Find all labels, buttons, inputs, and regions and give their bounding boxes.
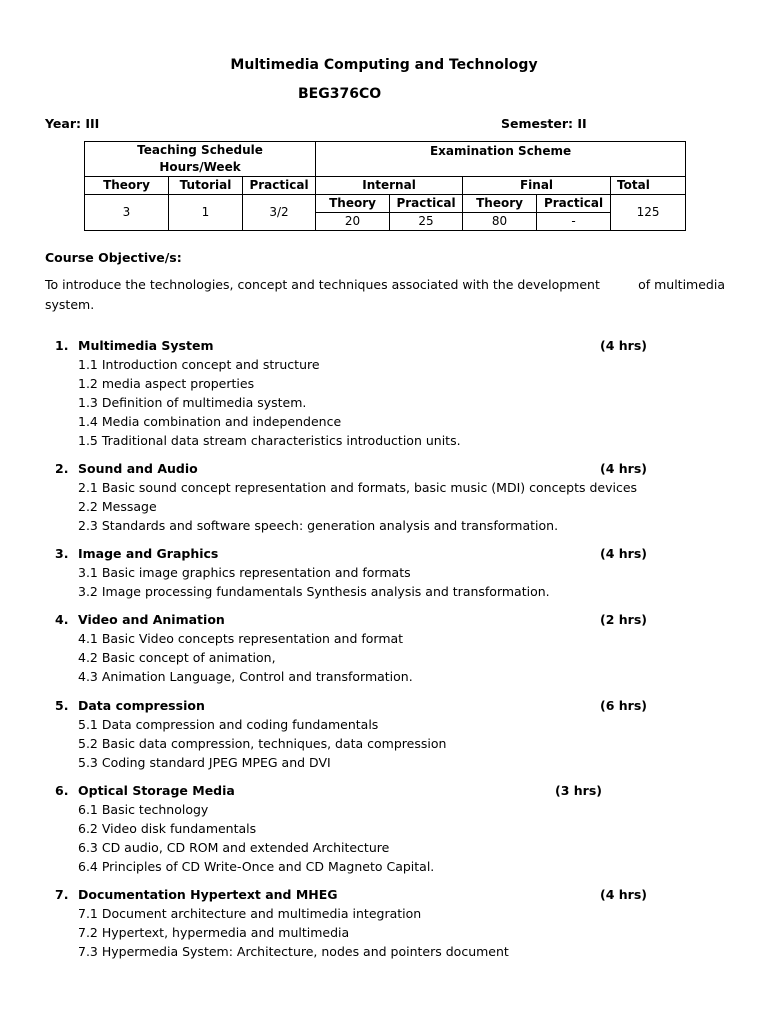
section-item: 3.1 Basic image graphics representation and formats xyxy=(78,565,411,580)
section-item: 6.2 Video disk fundamentals xyxy=(78,821,257,836)
section-hours: (4 hrs) xyxy=(600,546,647,561)
section-item: 1.1 Introduction concept and structure xyxy=(78,357,320,372)
internal-practical-value: 25 xyxy=(390,213,463,231)
section-item: 5.3 Coding standard JPEG MPEG and DVI xyxy=(78,755,331,770)
section-title: Video and Animation xyxy=(78,612,225,627)
col-tutorial: Tutorial xyxy=(169,177,243,195)
section-item: 2.3 Standards and software speech: generation analysis and transformation. xyxy=(78,518,559,533)
objective-line2: system. xyxy=(45,297,95,312)
section-number: 2. xyxy=(55,461,69,476)
internal-practical-header: Practical xyxy=(390,195,463,213)
col-internal: Internal xyxy=(316,177,463,195)
final-theory-value: 80 xyxy=(463,213,537,231)
section-number: 4. xyxy=(55,612,69,627)
section-item: 4.2 Basic concept of animation, xyxy=(78,650,276,665)
teaching-header-line1: Teaching Schedule xyxy=(137,143,263,157)
section-number: 5. xyxy=(55,698,69,713)
section-item: 7.3 Hypermedia System: Architecture, nodes and pointers document xyxy=(78,944,509,959)
col-practical: Practical xyxy=(243,177,316,195)
section-item: 1.5 Traditional data stream characteristics introduction units. xyxy=(78,433,461,448)
section-item: 5.2 Basic data compression, techniques, data compression xyxy=(78,736,447,751)
val-tutorial: 1 xyxy=(169,195,243,231)
section-item: 5.1 Data compression and coding fundamentals xyxy=(78,717,379,732)
final-theory-header: Theory xyxy=(463,195,537,213)
objective-heading: Course Objective/s: xyxy=(45,250,182,265)
section-title: Documentation Hypertext and MHEG xyxy=(78,887,338,902)
section-item: 6.1 Basic technology xyxy=(78,802,209,817)
section-hours: (4 hrs) xyxy=(600,338,647,353)
section-hours: (6 hrs) xyxy=(600,698,647,713)
semester-label: Semester: II xyxy=(501,116,587,131)
section-number: 1. xyxy=(55,338,69,353)
section-item: 1.4 Media combination and independence xyxy=(78,414,342,429)
objective-line1-a: To introduce the technologies, concept and techniques associated with the development xyxy=(45,277,600,292)
final-practical-value: - xyxy=(537,213,611,231)
document-title: Multimedia Computing and Technology xyxy=(230,57,538,73)
section-number: 6. xyxy=(55,783,69,798)
section-title: Data compression xyxy=(78,698,205,713)
internal-theory-value: 20 xyxy=(316,213,390,231)
internal-theory-header: Theory xyxy=(316,195,390,213)
section-item: 7.2 Hypertext, hypermedia and multimedia xyxy=(78,925,350,940)
section-title: Sound and Audio xyxy=(78,461,198,476)
section-hours: (3 hrs) xyxy=(555,783,602,798)
course-code: BEG376CO xyxy=(298,86,382,102)
objective-line1-b: of multimedia xyxy=(638,277,725,292)
val-total: 125 xyxy=(611,195,686,231)
teaching-schedule-header xyxy=(85,142,316,177)
val-practical: 3/2 xyxy=(243,195,316,231)
section-item: 1.2 media aspect properties xyxy=(78,376,255,391)
section-item: 7.1 Document architecture and multimedia integration xyxy=(78,906,422,921)
col-final: Final xyxy=(463,177,611,195)
section-title: Optical Storage Media xyxy=(78,783,235,798)
section-item: 3.2 Image processing fundamentals Synthesis analysis and transformation. xyxy=(78,584,550,599)
section-hours: (4 hrs) xyxy=(600,887,647,902)
section-item: 1.3 Definition of multimedia system. xyxy=(78,395,307,410)
section-hours: (2 hrs) xyxy=(600,612,647,627)
objective-text xyxy=(45,275,725,315)
section-title: Image and Graphics xyxy=(78,546,219,561)
schedule-table xyxy=(84,141,686,231)
col-total: Total xyxy=(611,177,686,195)
section-item: 2.1 Basic sound concept representation and formats, basic music (MDI) concepts devices xyxy=(78,480,638,495)
final-practical-header: Practical xyxy=(537,195,611,213)
section-number: 3. xyxy=(55,546,69,561)
exam-scheme-header: Examination Scheme xyxy=(316,142,686,177)
section-title: Multimedia System xyxy=(78,338,214,353)
col-theory: Theory xyxy=(85,177,169,195)
year-label: Year: III xyxy=(45,116,100,131)
section-item: 6.4 Principles of CD Write-Once and CD Magneto Capital. xyxy=(78,859,435,874)
section-item: 4.3 Animation Language, Control and transformation. xyxy=(78,669,413,684)
teaching-header-line2: Hours/Week xyxy=(159,160,241,174)
section-hours: (4 hrs) xyxy=(600,461,647,476)
section-item: 4.1 Basic Video concepts representation and format xyxy=(78,631,404,646)
section-item: 6.3 CD audio, CD ROM and extended Architecture xyxy=(78,840,390,855)
section-item: 2.2 Message xyxy=(78,499,157,514)
section-number: 7. xyxy=(55,887,69,902)
val-theory: 3 xyxy=(85,195,169,231)
